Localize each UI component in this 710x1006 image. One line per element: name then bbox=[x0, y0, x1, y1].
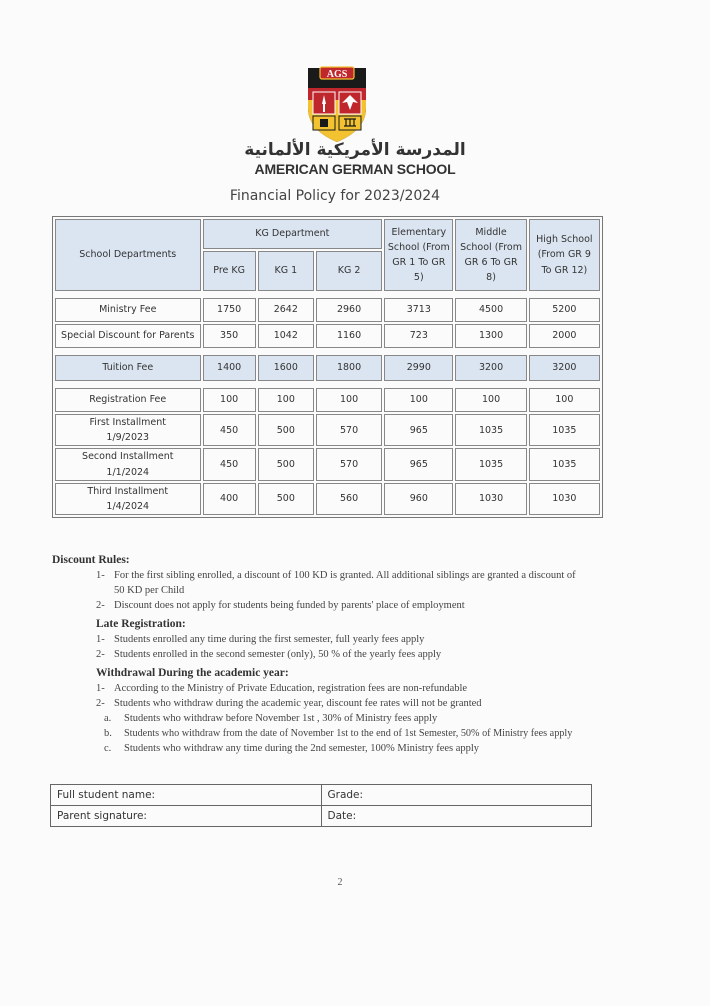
installment-label: First Installment bbox=[89, 417, 166, 428]
parent-signature-field[interactable]: Parent signature: bbox=[51, 806, 322, 827]
table-row bbox=[55, 388, 600, 412]
cell: 100 bbox=[529, 388, 600, 412]
cell: 723 bbox=[384, 324, 453, 348]
row-label: Ministry Fee bbox=[55, 298, 201, 322]
high-school-header: High School (From GR 9 To GR 12) bbox=[529, 219, 600, 291]
cell: 100 bbox=[258, 388, 314, 412]
installment-date: 1/1/2024 bbox=[106, 466, 150, 478]
discount-rules-title: Discount Rules: bbox=[52, 554, 130, 566]
withdrawal-rule-2: Students who withdraw during the academic year, discount fee rates will not be granted bbox=[114, 698, 482, 709]
cell: 1035 bbox=[529, 414, 600, 446]
departments-header: School Departments bbox=[55, 219, 201, 291]
installment-date: 1/4/2024 bbox=[106, 500, 150, 512]
discount-rule-1-cont: 50 KD per Child bbox=[114, 585, 185, 596]
table-row bbox=[55, 324, 600, 348]
rule-number: 2- bbox=[96, 649, 105, 660]
row-label bbox=[55, 448, 201, 480]
row-label: Registration Fee bbox=[55, 388, 201, 412]
middle-school-header: Middle School (From GR 6 To GR 8) bbox=[455, 219, 526, 291]
cell: 1035 bbox=[529, 448, 600, 480]
cell: 1042 bbox=[258, 324, 314, 348]
col-kg2: KG 2 bbox=[316, 251, 382, 291]
sub-rule-letter: c. bbox=[104, 743, 112, 754]
cell: 450 bbox=[203, 448, 256, 480]
cell: 570 bbox=[316, 448, 382, 480]
cell: 500 bbox=[258, 414, 314, 446]
cell: 965 bbox=[384, 414, 453, 446]
cell: 960 bbox=[384, 483, 453, 515]
cell: 2960 bbox=[316, 298, 382, 322]
row-label bbox=[55, 483, 201, 515]
late-rule-1: Students enrolled any time during the first semester, full yearly fees apply bbox=[114, 634, 425, 645]
student-name-field[interactable]: Full student name: bbox=[51, 785, 322, 806]
cell: 500 bbox=[258, 448, 314, 480]
withdrawal-title: Withdrawal During the academic year: bbox=[96, 667, 289, 679]
col-pre-kg: Pre KG bbox=[203, 251, 256, 291]
school-logo bbox=[300, 64, 374, 144]
discount-rule-1: For the first sibling enrolled, a discount of 100 KD is granted. All additional siblings are granted a discount of bbox=[114, 570, 576, 581]
cell: 450 bbox=[203, 414, 256, 446]
discount-rule-2: Discount does not apply for students being funded by parents' place of employment bbox=[114, 600, 465, 611]
rule-number: 2- bbox=[96, 698, 105, 709]
cell: 100 bbox=[316, 388, 382, 412]
cell: 560 bbox=[316, 483, 382, 515]
school-name-arabic: المدرسة الأمريكية الألمانية bbox=[244, 140, 466, 160]
table-row bbox=[55, 414, 600, 446]
date-field[interactable]: Date: bbox=[321, 806, 592, 827]
page-number: 2 bbox=[337, 877, 343, 888]
row-label: Tuition Fee bbox=[55, 355, 201, 381]
withdrawal-sub-a: Students who withdraw before November 1st , 30% of Ministry fees apply bbox=[124, 713, 438, 724]
row-label: Special Discount for Parents bbox=[55, 324, 201, 348]
late-rule-2: Students enrolled in the second semester (only), 50 % of the yearly fees apply bbox=[114, 649, 442, 660]
cell: 1030 bbox=[455, 483, 526, 515]
cell: 1160 bbox=[316, 324, 382, 348]
elementary-header: Elementary School (From GR 1 To GR 5) bbox=[384, 219, 453, 291]
rule-number: 1- bbox=[96, 570, 105, 581]
cell: 2990 bbox=[384, 355, 453, 381]
logo-text: AGS bbox=[326, 69, 348, 80]
cell: 4500 bbox=[455, 298, 526, 322]
kg-department-header: KG Department bbox=[203, 219, 383, 249]
cell: 1400 bbox=[203, 355, 256, 381]
cell: 1035 bbox=[455, 448, 526, 480]
installment-label: Third Installment bbox=[87, 485, 169, 497]
cell: 570 bbox=[316, 414, 382, 446]
cell: 5200 bbox=[529, 298, 600, 322]
table-row bbox=[55, 298, 600, 322]
cell: 1600 bbox=[258, 355, 314, 381]
cell: 350 bbox=[203, 324, 256, 348]
row-label bbox=[55, 414, 201, 446]
fees-table bbox=[52, 216, 603, 518]
cell: 100 bbox=[203, 388, 256, 412]
cell: 965 bbox=[384, 448, 453, 480]
school-name: AMERICAN GERMAN SCHOOL bbox=[254, 161, 456, 177]
cell: 3200 bbox=[529, 355, 600, 381]
cell: 3200 bbox=[455, 355, 526, 381]
col-kg1: KG 1 bbox=[258, 251, 314, 291]
installment-date: 1/9/2023 bbox=[106, 432, 150, 444]
cell: 3713 bbox=[384, 298, 453, 322]
cell: 1800 bbox=[316, 355, 382, 381]
rule-number: 2- bbox=[96, 600, 105, 611]
sub-rule-letter: b. bbox=[104, 728, 112, 739]
withdrawal-rule-1: According to the Ministry of Private Education, registration fees are non-refundable bbox=[114, 683, 468, 694]
cell: 500 bbox=[258, 483, 314, 515]
late-registration-title: Late Registration: bbox=[96, 618, 186, 630]
sub-rule-letter: a. bbox=[104, 713, 112, 724]
cell: 1030 bbox=[529, 483, 600, 515]
rule-number: 1- bbox=[96, 683, 105, 694]
cell: 1300 bbox=[455, 324, 526, 348]
cell: 2642 bbox=[258, 298, 314, 322]
cell: 2000 bbox=[529, 324, 600, 348]
cell: 400 bbox=[203, 483, 256, 515]
installment-label: Second Installment bbox=[82, 451, 174, 463]
cell: 100 bbox=[455, 388, 526, 412]
cell: 1035 bbox=[455, 414, 526, 446]
signature-table bbox=[50, 784, 592, 827]
table-row-tuition bbox=[55, 355, 600, 381]
document-title: Financial Policy for 2023/2024 bbox=[229, 188, 441, 204]
cell: 100 bbox=[384, 388, 453, 412]
withdrawal-sub-b: Students who withdraw from the date of November 1st to the end of 1st Semester, 50% of Ministry fees apply bbox=[124, 728, 573, 739]
table-row bbox=[55, 483, 600, 515]
withdrawal-sub-c: Students who withdraw any time during the 2nd semester, 100% Ministry fees apply bbox=[124, 743, 480, 754]
grade-field[interactable]: Grade: bbox=[321, 785, 592, 806]
rule-number: 1- bbox=[96, 634, 105, 645]
table-row bbox=[55, 448, 600, 480]
cell: 1750 bbox=[203, 298, 256, 322]
